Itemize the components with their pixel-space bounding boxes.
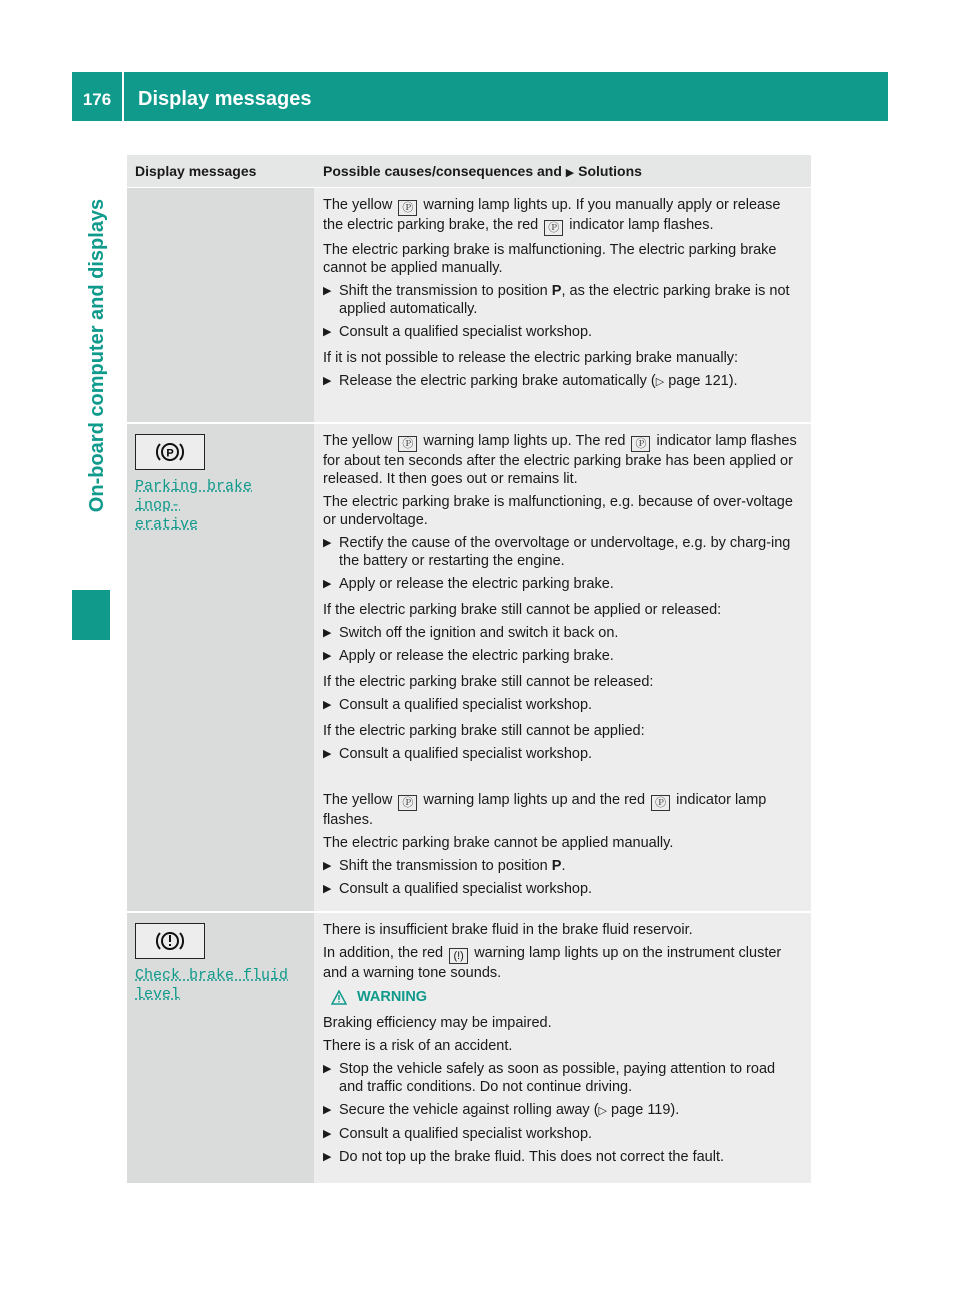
parking-brake-lamp-icon: Ⓟ: [398, 436, 417, 452]
paragraph: If it is not possible to release the electric parking brake manually:: [323, 350, 739, 366]
page-title: Display messages: [138, 88, 312, 110]
side-tab-marker: [72, 590, 110, 640]
list-item: ▶ Secure the vehicle against rolling away (▷ page 119).: [323, 1102, 680, 1118]
step-arrow-icon: ▶: [323, 375, 332, 387]
step-arrow-icon: ▶: [323, 699, 332, 711]
page-ref-link[interactable]: page 119).: [611, 1102, 680, 1118]
warning-triangle-icon: [331, 990, 347, 1005]
arrow-icon: ▶: [565, 167, 575, 179]
list-item: ▶ Apply or release the electric parking brake.: [323, 648, 614, 664]
list-item: ▶ Consult a qualified specialist workshop.: [323, 1126, 593, 1142]
step-arrow-icon: ▶: [323, 1128, 332, 1140]
page-header: [72, 72, 888, 121]
warning-label: WARNING: [357, 989, 428, 1005]
step-arrow-icon: ▶: [323, 285, 332, 297]
table-header: [127, 155, 811, 188]
side-tab: [72, 120, 124, 590]
list-item: ▶ Do not top up the brake fluid. This does not correct the fault.: [323, 1149, 725, 1165]
step-arrow-icon: ▶: [323, 578, 332, 590]
paragraph: The electric parking brake is malfunctioning. The electric parking brake cannot be applied manually.: [323, 242, 777, 276]
col-header-solutions-text: Solutions: [578, 163, 642, 179]
page-ref-icon: ▷: [655, 376, 665, 388]
parking-brake-lamp-icon: Ⓟ: [544, 220, 563, 236]
step-arrow-icon: ▶: [323, 748, 332, 760]
display-message-text: level: [135, 986, 181, 1003]
display-cell: [127, 913, 314, 1183]
step-arrow-icon: ▶: [323, 627, 332, 639]
table-row: [127, 188, 811, 424]
parking-brake-lamp-icon: [135, 434, 205, 470]
table-row: [127, 424, 811, 913]
brake-warning-lamp-icon: (!): [449, 948, 468, 964]
step-arrow-icon: ▶: [323, 1063, 332, 1075]
col-header-causes-text: Possible causes/consequences and: [323, 163, 562, 179]
list-item: ▶ Switch off the ignition and switch it back on.: [323, 625, 619, 641]
causes-cell: The yellow Ⓟ warning lamp lights up. The red Ⓟ indicator lamp flashes for about ten seconds after the electric parking brake has been applied or released. It then goes out or remains lit. The electric parking brake is malfunctioning, e.g. because of over-voltage or undervoltage. ▶ Rectify the cause of the overvoltage or undervoltage, e.g. by charg-ing the battery or restarting the engine. ▶ Apply or release the electric parking brake. If the electric parking brake still cannot be applied or released: ▶ Switch off the ignition and switch it back on. ▶ Apply or release the electric parking brake. If the electric parking brake still cannot be released: ▶ Consult a qualified specialist workshop. If the electric parking brake still cannot be applied: ▶ Consult a qualified specialist workshop.: [314, 424, 811, 781]
parking-brake-lamp-icon: Ⓟ: [631, 436, 650, 452]
causes-cell: There is insufficient brake fluid in the brake fluid reservoir. In addition, the red (!) warning lamp lights up on the instrument cluster and a warning tone sounds. WARNING Braking efficiency may be impaired. There is a risk of an accident. ▶ Stop the vehicle safely as soon as possible, paying attention to road and traffic conditions. Do not continue driving. ▶ Secure the vehicle against rolling away (▷ page 119). ▶ Consult a qualified specialist workshop. ▶ Do not top up the brake fluid. This does not correct the fault.: [314, 913, 811, 1183]
step-arrow-icon: ▶: [323, 326, 332, 338]
paragraph: There is insufficient brake fluid in the brake fluid reservoir.: [323, 922, 693, 938]
list-item: ▶ Apply or release the electric parking brake.: [323, 576, 614, 592]
col-header-display: Display messages: [135, 163, 257, 179]
list-item: ▶ Consult a qualified specialist workshop.: [323, 746, 593, 762]
list-item: ▶ Shift the transmission to position P, as the electric parking brake is not applied automatically.: [323, 283, 790, 317]
paragraph: There is a risk of an accident.: [323, 1038, 513, 1054]
table-row: [127, 913, 811, 1185]
page-ref-link[interactable]: page 121).: [668, 373, 738, 389]
step-arrow-icon: ▶: [323, 1104, 332, 1116]
step-arrow-icon: ▶: [323, 860, 332, 872]
list-item: ▶ Stop the vehicle safely as soon as possible, paying attention to road and traffic conditions. Do not continue driving.: [323, 1061, 776, 1095]
page-ref-icon: ▷: [598, 1105, 607, 1117]
parking-brake-lamp-icon: Ⓟ: [651, 795, 670, 811]
causes-cell: The yellow Ⓟ warning lamp lights up. If you manually apply or release the electric parking brake, the red Ⓟ indicator lamp flashes. The electric parking brake is malfunctioning. The electric parking brake cannot be applied manually. ▶ Shift the transmission to position P, as the electric parking brake is not applied automatically. ▶ Consult a qualified specialist workshop. If it is not possible to release the electric parking brake manually: ▶ Release the electric parking brake automatically (▷ page 121).: [314, 188, 811, 422]
paragraph: If the electric parking brake still cannot be applied:: [323, 723, 645, 739]
paragraph: If the electric parking brake still cannot be applied or released:: [323, 602, 722, 618]
paragraph: The electric parking brake cannot be applied manually.: [323, 835, 674, 851]
list-item: ▶ Consult a qualified specialist workshop.: [323, 881, 593, 897]
display-message-text: Check brake fluid: [135, 967, 289, 984]
messages-table: [127, 155, 811, 1185]
display-cell: [127, 188, 314, 422]
paragraph: Braking efficiency may be impaired.: [323, 1015, 552, 1031]
causes-cell: The yellow Ⓟ warning lamp lights up and the red Ⓟ indicator lamp flashes. The electric parking brake cannot be applied manually. ▶ Shift the transmission to position P. ▶ Consult a qualified specialist workshop.: [314, 781, 811, 911]
parking-brake-lamp-icon: Ⓟ: [398, 795, 417, 811]
paragraph: If the electric parking brake still cannot be released:: [323, 674, 654, 690]
display-message-text: Parking brake inop-: [135, 478, 253, 514]
page-number: 176: [72, 72, 124, 121]
display-cell: [127, 424, 314, 911]
step-arrow-icon: ▶: [323, 537, 332, 549]
step-arrow-icon: ▶: [323, 1151, 332, 1163]
brake-fluid-warning-icon: [135, 923, 205, 959]
list-item: ▶ Release the electric parking brake automatically (▷ page 121).: [323, 373, 738, 389]
list-item: ▶ Shift the transmission to position P.: [323, 858, 566, 874]
display-message-text: erative: [135, 516, 199, 533]
paragraph: The electric parking brake is malfunctioning, e.g. because of over-voltage or undervoltage.: [323, 494, 793, 528]
list-item: ▶ Consult a qualified specialist workshop.: [323, 324, 593, 340]
step-arrow-icon: ▶: [323, 650, 332, 662]
side-tab-label: On-board computer and displays: [86, 198, 109, 512]
step-arrow-icon: ▶: [323, 883, 332, 895]
parking-brake-lamp-icon: Ⓟ: [398, 200, 417, 216]
svg-text:P: P: [166, 447, 174, 460]
col-header-causes: [314, 155, 811, 187]
list-item: ▶ Consult a qualified specialist workshop.: [323, 697, 593, 713]
list-item: ▶ Rectify the cause of the overvoltage or undervoltage, e.g. by charg-ing the battery or restarting the engine.: [323, 535, 791, 569]
warning-heading: [331, 988, 802, 1006]
